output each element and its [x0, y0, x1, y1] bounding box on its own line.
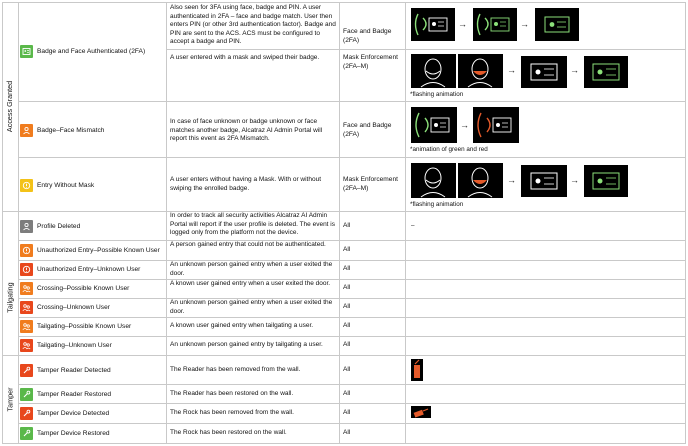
- event-scope: Face and Badge (2FA): [343, 28, 392, 44]
- users-icon: [20, 339, 33, 352]
- event-label: Badge and Face Authenticated (2FA): [37, 47, 146, 55]
- alert-icon: [20, 263, 33, 276]
- event-description: The Rock has been restored on the wall.: [170, 429, 287, 436]
- event-label: Profile Deleted: [37, 222, 81, 230]
- event-label: Tamper Reader Restored: [37, 391, 112, 398]
- event-description: A user enters without having a Mask. With or without swiping the enrolled badge.: [170, 176, 322, 192]
- event-description: In case of face unknown or badge unknown or face matches another badge, Alcatraz AI Admin Portal will report this event as 2FA Mismatch.: [170, 118, 323, 143]
- event-description: An unknown person gained entry when a user exited the door.: [170, 261, 333, 277]
- event-scope: All: [343, 322, 351, 329]
- users-icon: [20, 301, 33, 314]
- event-description: An unknown person gained entry when a user exited the door.: [170, 299, 333, 315]
- event-description: The Reader has been removed from the wall.: [170, 366, 301, 373]
- event-tamper-device-restored: [20, 425, 165, 442]
- event-badge-face-mismatch: [20, 120, 165, 140]
- no-visual: –: [411, 222, 415, 229]
- event-label: Tamper Device Detected: [37, 410, 110, 417]
- event-entry-without-mask: [20, 175, 165, 195]
- event-crossing-known: [20, 280, 165, 297]
- event-scope: All: [343, 222, 351, 229]
- animation-note: *animation of green and red: [410, 146, 488, 153]
- event-label: Tailgating–Possible Known User: [37, 323, 132, 330]
- users-icon: [20, 320, 33, 333]
- event-tamper-reader-restored: [20, 386, 165, 403]
- event-scope: Mask Enforcement (2FA–M): [343, 176, 398, 192]
- animation-note: *flashing animation: [410, 91, 464, 98]
- user-alert-icon: [20, 124, 33, 137]
- event-table: Access Granted Tailgating Tamper Badge and Face Authenticated (2FA) Also seen for 3FA using face, badge and PIN. A user authenticated in 2FA – face and badge match. User then enters PIN (or other 3rd authentication factor). Badge and PIN are sent to the ACS. ACS must be configured to accept a badge and PIN. Face and Badge (2FA) A user entered with a mask and swiped their badge. Mask Enforcement (2FA–M) → → → → *flashing animation Badge–Face Mismatch In case of face unknown or badge unknown or face matches another badge, Alcatraz AI Admin Portal will report this event as 2FA Mismatch. Face and Badge (2FA) → *animation of green and red Entry Without Mask A user enters without having a Mask. With or without swiping the enrolled badge. Mask Enforcement (2FA–M) → → *flashing animation Profile Deleted In order to track all security activities Alcatraz AI Admin Portal will report if the user profile is deleted. The event is logged only from the platform not the device. All – Unauthorized Entry–Possible Known User A person gained entry that could not be authenticated. All Unauthorized Entry–Unknown User An unknown person gained entry when a user exited the door. All Crossing–Possible Known User A known user gained entry when a user exited the door. All Crossing–Unknown User An unknown person gained entry when a user exited the door. All Tailgating–Possible Known User A known user gained entry when tailgating a user. All Tailgating–Unknown User An unknown person gained entry by tailgating a user. All Tamper Reader Detected The Reader has been removed from the wall. All Tamper Reader Restored The Reader has been restored on the wall. All Tamper Device Detected The Rock has been removed from the wall. All Tamper Device Restored The Rock has been restored on the wall. All: [0, 0, 688, 446]
- event-badge-face-authenticated: [20, 40, 165, 62]
- group-access-granted: Access Granted: [5, 80, 15, 133]
- group-tamper: Tamper: [5, 387, 15, 411]
- event-label: Tailgating–Unknown User: [37, 342, 112, 349]
- event-label: Unauthorized Entry–Unknown User: [37, 266, 141, 273]
- event-description: A known user gained entry when a user exited the door.: [170, 280, 331, 287]
- wrench-icon: [20, 427, 33, 440]
- event-unauthorized-entry-unknown: [20, 261, 165, 278]
- event-label: Crossing–Unknown User: [37, 304, 110, 311]
- reader-tamper-image: [411, 359, 423, 381]
- event-scope: All: [343, 246, 351, 253]
- event-tamper-device-detected: [20, 405, 165, 422]
- event-description: An unknown person gained entry by tailgating a user.: [170, 341, 323, 348]
- event-scope: Face and Badge (2FA): [343, 122, 392, 138]
- device-tamper-image: [411, 406, 431, 418]
- event-tamper-reader-detected: [20, 362, 165, 379]
- event-description: A person gained entry that could not be authenticated.: [170, 241, 326, 248]
- event-unauthorized-entry-known: [20, 242, 165, 259]
- event-description: In order to track all security activities Alcatraz AI Admin Portal will report if the user profile is deleted. The event is logged only from the platform not the device.: [170, 212, 335, 237]
- event-description: The Reader has been restored on the wall.: [170, 390, 294, 397]
- event-label: Unauthorized Entry–Possible Known User: [37, 247, 160, 254]
- animation-note: *flashing animation: [410, 201, 464, 208]
- event-label: Entry Without Mask: [37, 181, 95, 189]
- event-tailgating-known: [20, 318, 165, 335]
- event-scope: All: [343, 366, 351, 373]
- mask-alert-icon: [20, 179, 33, 192]
- wrench-icon: [20, 388, 33, 401]
- event-scope: All: [343, 429, 351, 436]
- alert-icon: [20, 244, 33, 257]
- event-scope: All: [343, 409, 351, 416]
- wrench-icon: [20, 364, 33, 377]
- badge-check-icon: [20, 45, 33, 58]
- event-label: Badge–Face Mismatch: [37, 126, 105, 134]
- event-scope: All: [343, 303, 351, 310]
- event-label: Crossing–Possible Known User: [37, 285, 130, 292]
- event-scope: Mask Enforcement (2FA–M): [343, 54, 398, 70]
- event-profile-deleted: [20, 216, 165, 236]
- event-scope: All: [343, 265, 351, 272]
- event-tailgating-unknown: [20, 337, 165, 354]
- event-description: A known user gained entry when tailgating a user.: [170, 322, 314, 329]
- event-scope: All: [343, 284, 351, 291]
- event-scope: All: [343, 390, 351, 397]
- event-description: A user entered with a mask and swiped their badge.: [170, 54, 320, 61]
- event-label: Tamper Device Restored: [37, 430, 110, 437]
- event-description: The Rock has been removed from the wall.: [170, 409, 294, 416]
- event-label: Tamper Reader Detected: [37, 367, 111, 374]
- event-description: Also seen for 3FA using face, badge and PIN. A user authenticated in 2FA – face and badge match. User then enters PIN (or other 3rd authentication factor). Badge and PIN are sent to the ACS. ACS must be configured to accept a badge and PIN.: [170, 4, 336, 46]
- event-crossing-unknown: [20, 299, 165, 316]
- group-tailgating: Tailgating: [5, 282, 15, 313]
- wrench-icon: [20, 407, 33, 420]
- user-icon: [20, 220, 33, 233]
- event-scope: All: [343, 341, 351, 348]
- users-icon: [20, 282, 33, 295]
